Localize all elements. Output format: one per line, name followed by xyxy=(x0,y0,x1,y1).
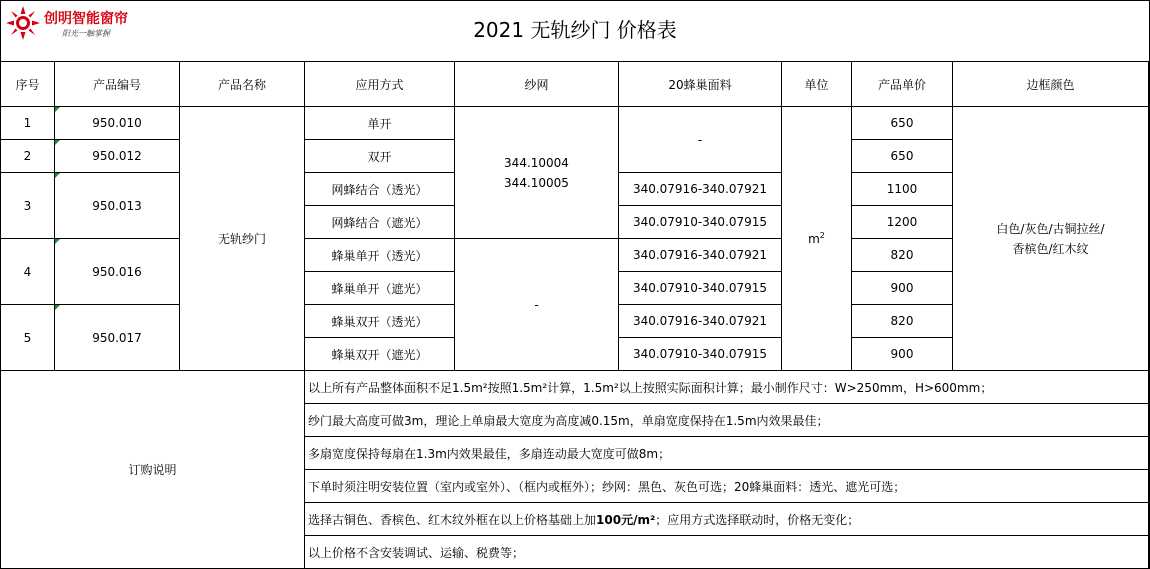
fabric-cell: 340.07910-340.07915 xyxy=(619,206,782,239)
method-cell: 蜂巢双开（遮光） xyxy=(305,338,455,371)
method-cell: 双开 xyxy=(305,140,455,173)
fabric-cell: 340.07916-340.07921 xyxy=(619,173,782,206)
note-item: 纱门最大高度可做3m，理论上单扇最大宽度为高度减0.15m，单扇宽度保持在1.5m内效果最佳； xyxy=(305,404,1149,437)
method-cell: 蜂巢单开（遮光） xyxy=(305,272,455,305)
price-cell: 900 xyxy=(852,272,953,305)
product-code: 950.013 xyxy=(55,173,180,239)
price-cell: 650 xyxy=(852,107,953,140)
frame-color-line: 白色/灰色/古铜拉丝/ xyxy=(996,221,1105,236)
price-cell: 1200 xyxy=(852,206,953,239)
price-cell: 650 xyxy=(852,140,953,173)
unit-cell: $m^2$ xyxy=(782,107,852,371)
note-item: 以上价格不含安装调试、运输、税费等； xyxy=(305,536,1149,569)
fabric-cell: 340.07916-340.07921 xyxy=(619,239,782,272)
method-cell: 蜂巢双开（透光） xyxy=(305,305,455,338)
col-header-frame-color: 边框颜色 xyxy=(953,62,1149,107)
note-text: 选择古铜色、香槟色、红木纹外框在以上价格基础上加 xyxy=(308,512,597,527)
mesh-dash-cell: - xyxy=(455,239,619,371)
row-no: 4 xyxy=(1,239,55,305)
mesh-codes-cell xyxy=(455,107,619,239)
note-item-surcharge xyxy=(305,503,1149,536)
row-no: 2 xyxy=(1,140,55,173)
col-header-mesh: 纱网 xyxy=(455,62,619,107)
mesh-code: 344.10004 xyxy=(504,155,569,170)
row-no: 5 xyxy=(1,305,55,371)
price-table xyxy=(0,61,1149,569)
fabric-cell: 340.07916-340.07921 xyxy=(619,305,782,338)
mesh-code: 344.10005 xyxy=(504,175,569,190)
surcharge-amount: 100元/m² xyxy=(596,512,656,527)
row-no: 3 xyxy=(1,173,55,239)
fabric-cell: - xyxy=(619,107,782,173)
col-header-method: 应用方式 xyxy=(305,62,455,107)
note-item: 下单时须注明安装位置（室内或室外）、（框内或框外）；纱网：黑色、灰色可选；20蜂巢面料：透光、遮光可选； xyxy=(305,470,1149,503)
col-header-no: 序号 xyxy=(1,62,55,107)
product-code: 950.016 xyxy=(55,239,180,305)
fabric-cell: 340.07910-340.07915 xyxy=(619,272,782,305)
note-row xyxy=(1,371,1149,404)
price-cell: 820 xyxy=(852,239,953,272)
col-header-fabric: 20蜂巢面料 xyxy=(619,62,782,107)
col-header-unit: 单位 xyxy=(782,62,852,107)
col-header-name: 产品名称 xyxy=(180,62,305,107)
product-code: 950.017 xyxy=(55,305,180,371)
brand-slogan: 阳光一触掌握 xyxy=(62,29,110,38)
product-code: 950.012 xyxy=(55,140,180,173)
product-code: 950.010 xyxy=(55,107,180,140)
method-cell: 蜂巢单开（透光） xyxy=(305,239,455,272)
price-cell: 1100 xyxy=(852,173,953,206)
note-item: 以上所有产品整体面积不足1.5m²按照1.5m²计算，1.5m²以上按照实际面积计算；最小制作尺寸：W>250mm，H>600mm； xyxy=(305,371,1149,404)
price-cell: 900 xyxy=(852,338,953,371)
col-header-code: 产品编号 xyxy=(55,62,180,107)
page-title: 2021 无轨纱门 价格表 xyxy=(473,18,677,42)
price-cell: 820 xyxy=(852,305,953,338)
table-row xyxy=(1,107,1149,140)
fabric-cell: 340.07910-340.07915 xyxy=(619,338,782,371)
brand-name: 创明智能窗帘 xyxy=(44,11,128,27)
method-cell: 网蜂结合（透光） xyxy=(305,173,455,206)
col-header-price: 产品单价 xyxy=(852,62,953,107)
notes-label: 订购说明 xyxy=(1,371,305,569)
product-name: 无轨纱门 xyxy=(180,107,305,371)
note-item: 多扇宽度保持每扇在1.3m内效果最佳，多扇连动最大宽度可做8m； xyxy=(305,437,1149,470)
header-row xyxy=(1,62,1149,107)
method-cell: 单开 xyxy=(305,107,455,140)
frame-color-cell xyxy=(953,107,1149,371)
row-no: 1 xyxy=(1,107,55,140)
note-text: ；应用方式选择联动时，价格无变化； xyxy=(655,512,860,527)
frame-color-line: 香槟色/红木纹 xyxy=(1012,241,1089,256)
method-cell: 网蜂结合（遮光） xyxy=(305,206,455,239)
